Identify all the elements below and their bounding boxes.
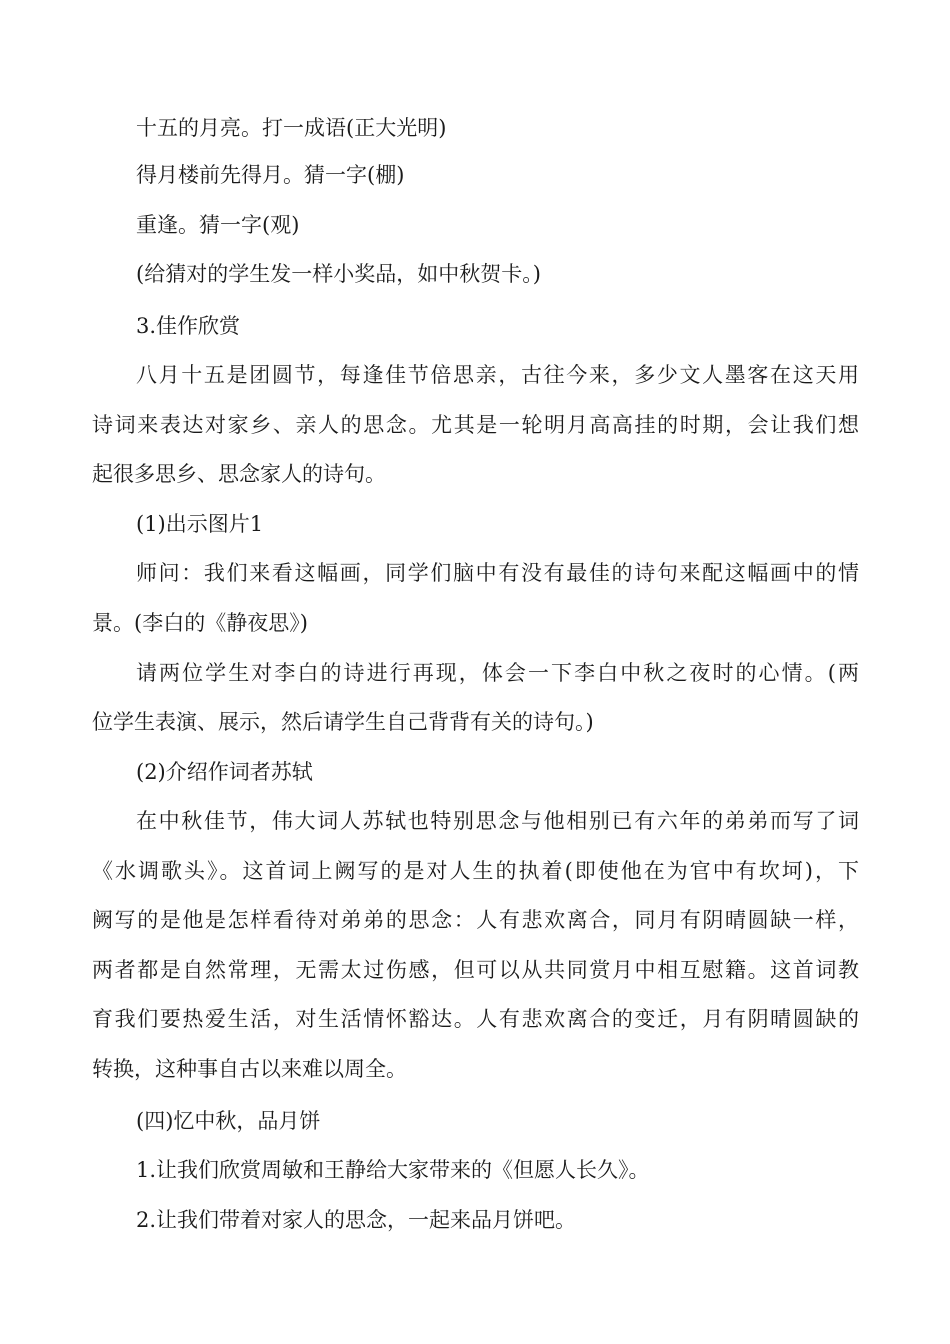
- riddle-line-2: 得月楼前先得月。猜一字(棚): [136, 163, 405, 187]
- paragraph-line: 育我们要热爱生活，对生活情怀豁达。人有悲欢离合的变迁，月有阴晴圆缺的: [92, 1007, 859, 1031]
- paragraph-line: 八月十五是团圆节，每逢佳节倍思亲，古往今来，多少文人墨客在这天用: [136, 363, 859, 387]
- paragraph-line: 在中秋佳节，伟大词人苏轼也特别思念与他相别已有六年的弟弟而写了词: [136, 809, 859, 833]
- paragraph-line: 师问：我们来看这幅画，同学们脑中有没有最佳的诗句来配这幅画中的情: [136, 561, 859, 585]
- paragraph-line: 诗词来表达对家乡、亲人的思念。尤其是一轮明月高高挂的时期，会让我们想: [92, 413, 859, 437]
- paragraph-line: 转换，这种事自古以来难以周全。: [92, 1057, 407, 1081]
- list-item: 1.让我们欣赏周敏和王静给大家带来的《但愿人长久》。: [136, 1158, 650, 1182]
- prize-note: (给猜对的学生发一样小奖品，如中秋贺卡。): [136, 262, 541, 286]
- paragraph-line: 景。(李白的《静夜思》): [92, 611, 308, 635]
- paragraph-line: 两者都是自然常理，无需太过伤感，但可以从共同赏月中相互慰籍。这首词教: [92, 958, 859, 982]
- subheading-su-shi: (2)介绍作词者苏轼: [136, 760, 313, 784]
- paragraph-line: 位学生表演、展示，然后请学生自己背背有关的诗句。): [92, 710, 594, 734]
- subheading-show-picture: (1)出示图片1: [136, 512, 264, 536]
- section-heading-appreciation: 3.佳作欣赏: [136, 314, 241, 338]
- riddle-line-1: 十五的月亮。打一成语(正大光明): [136, 116, 447, 140]
- paragraph-line: 《水调歌头》。这首词上阙写的是对人生的执着(即使他在为官中有坎坷)，下: [92, 859, 859, 883]
- paragraph-line: 请两位学生对李白的诗进行再现，体会一下李白中秋之夜时的心情。(两: [136, 661, 859, 685]
- riddle-line-3: 重逢。猜一字(观): [136, 213, 300, 237]
- paragraph-line: 阙写的是他是怎样看待对弟弟的思念：人有悲欢离合，同月有阴晴圆缺一样，: [92, 908, 859, 932]
- section-heading-mooncake: (四)忆中秋，品月饼: [136, 1109, 321, 1133]
- paragraph-line: 起很多思乡、思念家人的诗句。: [92, 462, 386, 486]
- list-item: 2.让我们带着对家人的思念，一起来品月饼吧。: [136, 1208, 577, 1232]
